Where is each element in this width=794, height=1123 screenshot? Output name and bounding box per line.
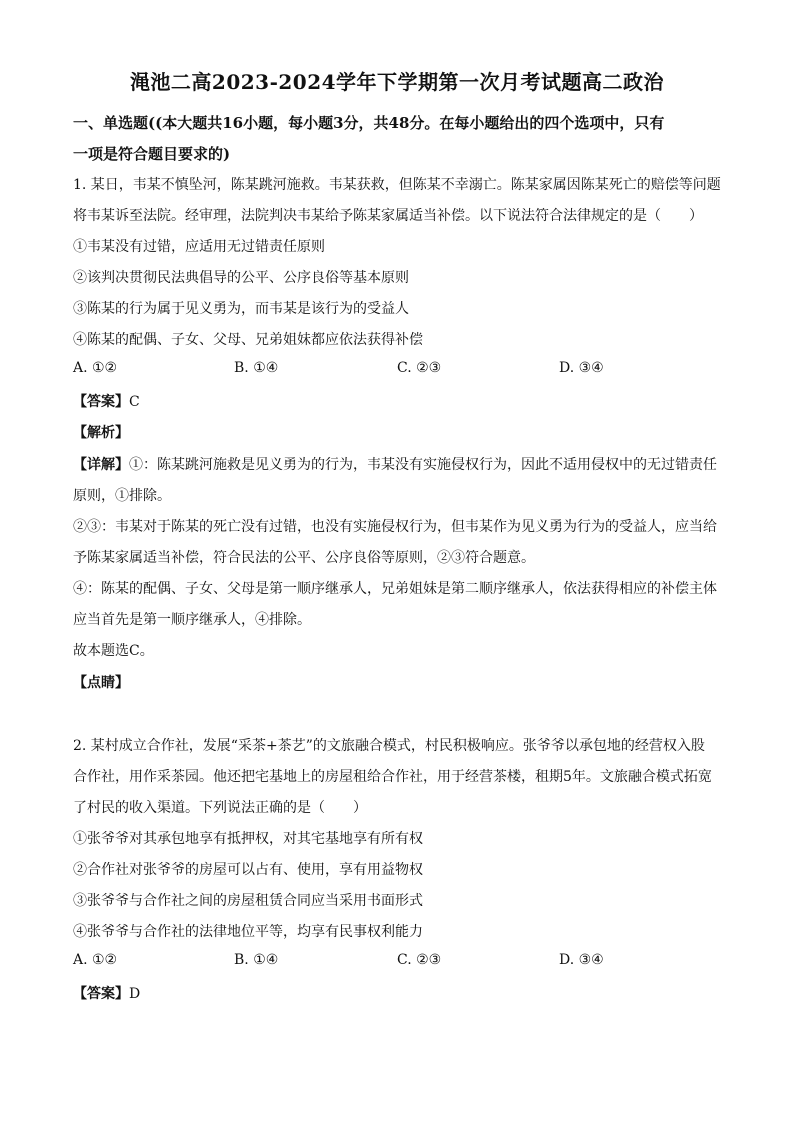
q1-item-3: ③陈某的行为属于见义勇为，而韦某是该行为的受益人 bbox=[73, 301, 409, 317]
q1-option-d: D. ③④ bbox=[559, 360, 604, 376]
q1-conclusion: 故本题选C。 bbox=[73, 643, 154, 659]
q2-answer-value: D bbox=[129, 986, 141, 1002]
q1-stem-line-1: 1. 某日，韦某不慎坠河，陈某跳河施救。韦某获救，但陈某不幸溺亡。陈某家属因陈某死亡的赔偿等问题 bbox=[73, 177, 721, 193]
q1-stem-line-2: 将韦某诉至法院。经审理，法院判决韦某给予陈某家属适当补偿。以下说法符合法律规定的是（ ） bbox=[73, 208, 703, 224]
q2-item-3: ③张爷爷与合作社之间的房屋租赁合同应当采用书面形式 bbox=[73, 893, 423, 909]
q2-option-b: B. ①④ bbox=[234, 952, 279, 968]
q1-detail-line-2: 原则，①排除。 bbox=[73, 488, 171, 504]
q2-stem-line-3: 了村民的收入渠道。下列说法正确的是（ ） bbox=[73, 800, 367, 816]
section-heading-line-2: 一项是符合题目要求的) bbox=[73, 145, 231, 163]
q2-option-c: C. ②③ bbox=[397, 952, 442, 968]
page-title: 渑池二高2023-2024学年下学期第一次月考试题高二政治 bbox=[129, 70, 665, 94]
q2-answer-tag: 【答案】 bbox=[73, 986, 129, 1002]
q1-item-2: ②该判决贯彻民法典倡导的公平、公序良俗等基本原则 bbox=[73, 270, 409, 286]
q1-detail-line-5: ④：陈某的配偶、子女、父母是第一顺序继承人，兄弟姐妹是第二顺序继承人，依法获得相应的补偿主体 bbox=[73, 581, 717, 597]
q1-detail-tag: 【详解】 bbox=[73, 457, 129, 473]
q1-detail-line-3: ②③：韦某对于陈某的死亡没有过错，也没有实施侵权行为，但韦某作为见义勇为行为的受益人，应当给 bbox=[73, 519, 717, 535]
q2-answer bbox=[73, 983, 733, 1003]
q2-option-a: A. ①② bbox=[73, 952, 118, 968]
q2-item-2: ②合作社对张爷爷的房屋可以占有、使用，享有用益物权 bbox=[73, 862, 423, 878]
q1-item-4: ④陈某的配偶、子女、父母、兄弟姐妹都应依法获得补偿 bbox=[73, 332, 423, 348]
q1-point-tag: 【点睛】 bbox=[73, 675, 129, 691]
q2-stem-line-2: 合作社，用作采茶园。他还把宅基地上的房屋租给合作社，用于经营茶楼，租期5年。文旅融合模式拓宽 bbox=[73, 769, 712, 785]
q1-answer-value: C bbox=[129, 394, 140, 410]
q1-detail-line-1 bbox=[73, 454, 733, 474]
q1-option-b: B. ①④ bbox=[234, 360, 279, 376]
q2-item-1: ①张爷爷对其承包地享有抵押权，对其宅基地享有所有权 bbox=[73, 831, 423, 847]
q2-option-d: D. ③④ bbox=[559, 952, 604, 968]
q1-option-c: C. ②③ bbox=[397, 360, 442, 376]
q2-item-4: ④张爷爷与合作社的法律地位平等，均享有民事权利能力 bbox=[73, 924, 423, 940]
q1-analysis-tag: 【解析】 bbox=[73, 425, 129, 441]
q1-detail-text-1: ①：陈某跳河施救是见义勇为的行为，韦某没有实施侵权行为，因此不适用侵权中的无过错责任 bbox=[129, 457, 717, 473]
section-heading-line-1: 一、单选题((本大题共16小题，每小题3分，共48分。在每小题给出的四个选项中，只有 bbox=[73, 114, 665, 132]
q1-detail-line-4: 予陈某家属适当补偿，符合民法的公平、公序良俗等原则，②③符合题意。 bbox=[73, 550, 535, 566]
q1-answer bbox=[73, 391, 733, 411]
q1-answer-tag: 【答案】 bbox=[73, 394, 129, 410]
q1-detail-line-6: 应当首先是第一顺序继承人，④排除。 bbox=[73, 612, 311, 628]
q1-option-a: A. ①② bbox=[73, 360, 118, 376]
q1-item-1: ①韦某没有过错，应适用无过错责任原则 bbox=[73, 239, 325, 255]
q2-stem-line-1: 2. 某村成立合作社，发展“采茶+茶艺”的文旅融合模式，村民积极响应。张爷爷以承包地的经营权入股 bbox=[73, 738, 705, 754]
